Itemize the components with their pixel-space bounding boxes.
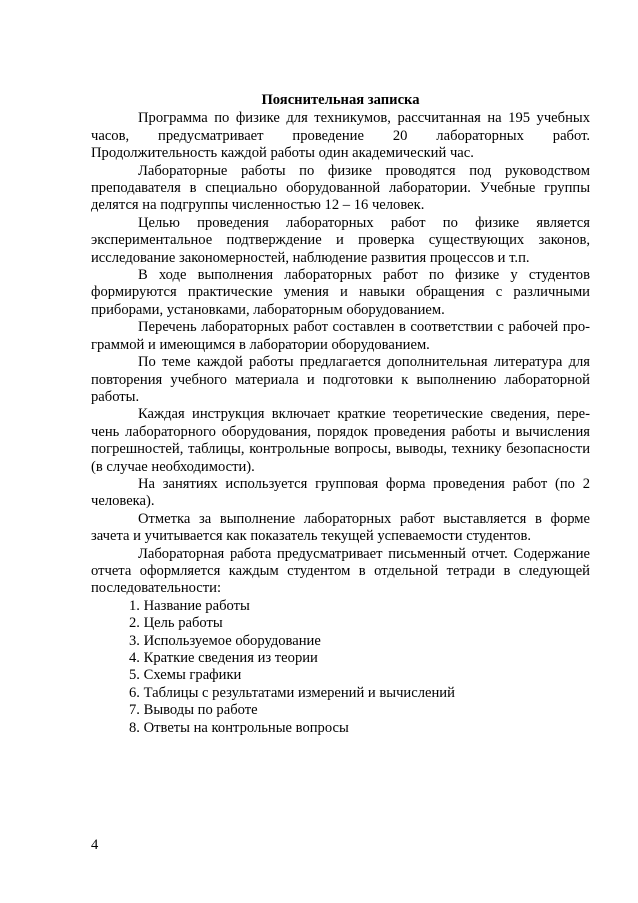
list-item: 4. Краткие сведения из теории <box>129 650 318 666</box>
paragraph-grading: Отметка за выполнение лабораторных работ выставляется в форме зачета и учитывается как показатель текущей успеваемости студентов. <box>91 510 590 545</box>
paragraph-instruction-contents: Каждая инструкция включает краткие теоретические сведения, перечень лабораторного оборудования, порядок проведения работы и вычисления погрешностей, таблицы, контрольные вопросы, выводы, технику безопасности (в случае необходимости). <box>91 406 590 475</box>
list-item: 1. Название работы <box>129 597 250 614</box>
paragraph-group-form: На занятиях используется групповая форма проведения работ (по 2 человека). <box>91 475 590 510</box>
paragraph-lab-groups: Лабораторные работы по физике проводятся под руководством преподавателя в специально оборудованной лаборатории. Учебные группы делятся на подгруппы численностью 12 – 16 человек. <box>91 162 590 214</box>
list-item: 8. Ответы на контрольные вопросы <box>129 719 349 736</box>
list-item: 2. Цель работы <box>129 615 223 632</box>
document-title: Пояснительная записка <box>261 92 420 108</box>
paragraph-program-hours: Программа по физике для техникумов, рассчитанная на 195 учебных часов, предусматривает проведение 20 лабораторных работ. Продолжительность каждой работы один академический час. <box>91 110 590 162</box>
paragraph-report: Лабораторная работа предусматривает письменный отчет. Содержание отчета оформляется каждым студентом в отдельной тетради в следующей последовательности: <box>91 545 590 597</box>
page-number: 4 <box>91 837 99 853</box>
list-item: 6. Таблицы с результатами измерений и вычислений <box>129 684 455 701</box>
paragraph-work-list: Перечень лабораторных работ составлен в соответствии с рабочей программой и имеющимся в лаборатории оборудованием. <box>91 319 590 353</box>
list-item: 3. Используемое оборудование <box>129 632 321 649</box>
report-items-list <box>91 598 590 737</box>
list-item: 7. Выводы по работе <box>129 702 258 719</box>
paragraph-lab-goals: Целью проведения лабораторных работ по физике является экспериментальное подтверждение и проверка существующих законов, исследование закономерностей, наблюдение развития процессов и т.п. <box>91 214 590 266</box>
list-item: 5. Схемы графики <box>129 667 242 684</box>
paragraph-student-skills: В ходе выполнения лабораторных работ по физике у студентов формируются практические умения и навыки обращения с различными приборами, установками, лабораторным оборудованием. <box>91 267 590 318</box>
page-content <box>91 92 590 737</box>
paragraph-literature: По теме каждой работы предлагается дополнительная литература для повторения учебного материала и подготовки к выполнению лабораторной работы. <box>91 354 590 405</box>
